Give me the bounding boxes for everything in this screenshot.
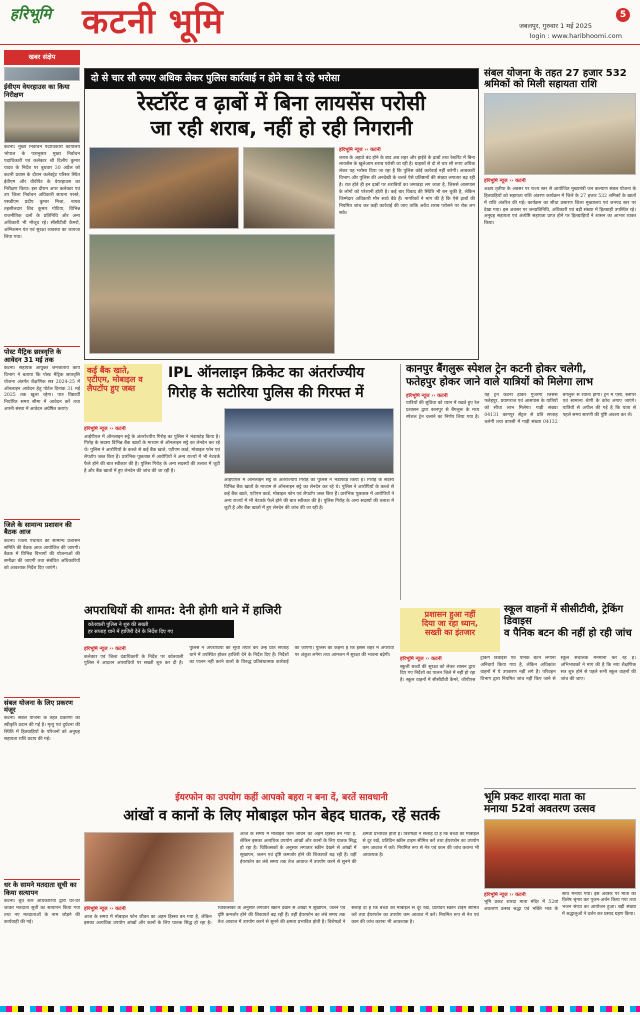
brief-headline: ईवीएम वेयरहाउस का किया निरीक्षण xyxy=(4,83,70,99)
sambal-headline-line2: श्रमिकों को मिली सहायता राशि xyxy=(484,79,597,91)
sharda-story xyxy=(484,788,636,996)
brief-item xyxy=(4,84,80,343)
admin-callout xyxy=(400,608,500,652)
crime-bullet-2: हर सप्ताह थाने में हाजिरी देने के निर्देश दिए गए xyxy=(88,629,173,636)
lead-kicker: दो से चार सौ रुपए अधिक लेकर पुलिस कार्रवाई न होने का दे रहे भरोसा xyxy=(85,69,478,89)
brief-item xyxy=(4,879,80,1015)
brief-headline: जिले के सामान्य प्रशासन की बैठक आज xyxy=(4,520,72,537)
brief-body: कटनी। मुख्य निर्वाचन पदाधिकारी कार्यालय भोपाल के पत्रानुसार मुख्य निर्वाचन पदाधिकारी एवं कलेक्टर श्री दिलीप कुमार यादव के निर्देश पर बुधवार 30 अप्रैल को कटनी प्रवास के दौरान कलेक्ट्रेट परिसर स्थित ईवीएम और वीवीपैट के वेयरहाउस का निरीक्षण किया। इस दौरान अपर कलेक्टर एवं उप जिला निर्वाचन अधिकारी साधना परस्ते, एसडीएम प्रदीप कुमार मिश्रा, नायब तहसीलदार शिव कुमार गोटिया, विभिन्न राजनीतिक दलों के प्रतिनिधि और अन्य अधिकारी भी मौजूद रहे। सीसीटीवी कैमरों, अग्निशमन यंत्र एवं सुरक्षा व्यवस्था का जायजा लिया गया। xyxy=(4,145,80,240)
sambal-dateline: हरिभूमि न्यूज ›› कटनी xyxy=(484,178,526,185)
sharda-headline-line2: मनाया 52वां अवतरण उत्सव xyxy=(484,802,596,815)
lead-photo-bottom xyxy=(89,234,335,354)
brief-body: कटनी। बूथ स्तर अधिकारियों द्वारा घर-घर जाकर मतदाता सूची का सत्यापन किया गया तथा नए मतदाताओं के नाम जोड़ने की कार्यवाही की गई। xyxy=(4,899,80,925)
lead-body-text: शराब के अहाते बंद होने के बाद अब शहर और हाईवे के ढ़ाबों तथा रेस्टॉरेंट में बिना लायसेंस के खुलेआम शराब परोसी जा रही है। ग्राहकों से दो से चार सौ रुपए अधिक लेकर यह भरोसा दिया जा रहा है कि पुलिस कोई कार्रवाई नहीं करेगी। आबकारी विभाग और पुलिस की अनदेखी के चलते ऐसे प्रतिष्ठानों की संख्या लगातार बढ़ रही है। रात होते ही इन ढ़ाबों पर शराबियों का जमावड़ा लग जाता है, जिससे आसपास के लोगों को परेशानी होती है। कई बार विवाद की स्थिति भी बन चुकी है, लेकिन जिम्मेदार अधिकारी मौन साधे बैठे हैं। नागरिकों ने मांग की है कि ऐसे ढ़ाबों की नियमित जांच कर कड़ी कार्रवाई की जाए ताकि अवैध शराब परोसने पर रोक लग सके। xyxy=(339,155,475,216)
crime-story xyxy=(84,604,394,789)
lead-body xyxy=(339,147,475,357)
mobile-body-top: आज के समय में मोबाइल फोन जीवन का अहम हिस्सा बन गया है, लेकिन इसका अत्यधिक उपयोग आंखों और कानों के लिए घातक सिद्ध हो रहा है। चिकित्सकों के अनुसार लगातार स्क्रीन देखने से आंखों में सूखापन, जलन एवं दृष्टि कमजोर होने की शिकायतें बढ़ रही हैं। वहीं ईयरफोन का लंबे समय तक तेज आवाज में उपयोग करने से सुनने की क्षमता प्रभावित होती है। विशेषज्ञों ने सलाह दी है कि बच्चों को मोबाइल से दूर रखें, प्रतिदिन स्क्रीन टाइम सीमित करें तथा ईयरफोन का उपयोग कम आवाज में करें। नियमित रूप से नेत्र एवं कान की जांच कराना भी आवश्यक है। xyxy=(240,832,479,865)
cricket-story xyxy=(84,364,394,600)
admin-callout-line3: सख्ती का इंतजार xyxy=(424,627,476,637)
sharda-body xyxy=(484,892,636,992)
brief-item xyxy=(4,697,80,877)
masthead xyxy=(0,0,640,46)
cricket-body xyxy=(84,426,220,598)
train-body xyxy=(406,393,636,593)
lead-photo-mid xyxy=(243,147,335,229)
brand-logo: हरिभूमि xyxy=(10,5,52,23)
registration-strip xyxy=(0,1006,640,1012)
brief-headline: पोस्ट मैट्रिक छात्रवृत्ति के आवेदन 31 मई तक xyxy=(4,348,62,364)
cricket-body-text: आईपीएल में ऑनलाइन सट्टे के अंतर्राज्यीय गिरोह का पुलिस ने भंडाफोड़ किया है। गिरोह के सदस्य विभिन्न बैंक खातों के माध्यम से ऑनलाइन सट्टे का लेनदेन कर रहे थे। पुलिस ने आरोपियों के कब्जे से कई बैंक खाते, एटीएम कार्ड, मोबाइल फोन एवं लैपटॉप जब्त किए हैं। प्रारंभिक पूछताछ में आरोपियों ने अन्य राज्यों में भी नेटवर्क फैले होने की बात स्वीकार की है। पुलिस गिरोह के अन्य सदस्यों की तलाश में जुटी है और बैंक खातों में हुए लेनदेन की जांच की जा रही है। xyxy=(84,434,220,474)
train-dateline: हरिभूमि न्यूज ›› कटनी xyxy=(406,392,448,399)
cricket-kicker xyxy=(84,364,162,422)
lead-dateline: हरिभूमि न्यूज ›› कटनी xyxy=(339,147,381,153)
school-vehicle-story xyxy=(504,604,636,664)
school-dateline: हरिभूमि न्यूज ›› कटनी xyxy=(400,656,442,662)
lead-story xyxy=(84,68,479,360)
brief-body: कटनी। जिला पंचायत की सामान्य प्रशासन समिति की बैठक आज आयोजित की जाएगी। बैठक में विभिन्न विभागों की योजनाओं की समीक्षा की जाएगी तथा संबंधित अधिकारियों को आवश्यक निर्देश दिए जाएंगे। xyxy=(4,538,80,572)
train-story xyxy=(400,364,636,600)
brief-photo xyxy=(4,67,80,81)
website-line: login : www.haribhoomi.com xyxy=(529,32,622,40)
cricket-headline-line1: IPL ऑनलाइन क्रिकेट का अंतर्राज्यीय xyxy=(168,365,365,381)
news-brief-column xyxy=(4,50,80,995)
cricket-body-cont: आईपीएल में ऑनलाइन सट्टे के अंतर्राज्यीय गिरोह का पुलिस ने भंडाफोड़ किया है। गिरोह के सदस्य विभिन्न बैंक खातों के माध्यम से ऑनलाइन सट्टे का लेनदेन कर रहे थे। पुलिस ने आरोपियों के कब्जे से कई बैंक खाते, एटीएम कार्ड, मोबाइल फोन एवं लैपटॉप जब्त किए हैं। प्रारंभिक पूछताछ में आरोपियों ने अन्य राज्यों में भी नेटवर्क फैले होने की बात स्वीकार की है। पुलिस गिरोह के अन्य सदस्यों की तलाश में जुटी है और बैंक खातों में हुए लेनदेन की जांच की जा रही है। xyxy=(224,478,394,511)
cricket-kicker-line1: कई बैंक खाते, xyxy=(87,366,130,375)
mobile-photo xyxy=(84,832,234,902)
cricket-kicker-line2: एटीएम, मोबाइल व xyxy=(87,374,143,384)
sharda-headline-line1: भूमि प्रकट शारदा माता का xyxy=(484,791,586,803)
sharda-photo xyxy=(484,819,636,889)
brief-item xyxy=(4,346,80,516)
crime-body-text: कलेक्टर एवं जिला दंडाधिकारी के निर्देश पर कोतवाली पुलिस ने आदतन अपराधियों पर सख्ती शुरु कर दी है। पुलिस ने अपराधियों की सूची तैयार कर उन्हें प्रति सप्ताह थाने में उपस्थित होकर हाजिरी देने के निर्देश दिए हैं। निर्देशों का पालन नहीं करने वालों के विरुद्ध प्रतिबंधात्मक कार्रवाई की जाएगी। पुलिस का कहना है कि इससे शहर में अपराधों पर अंकुश लगेगा तथा आमजन में सुरक्षा की भावना बढ़ेगी। xyxy=(84,646,394,667)
school-headline-line2: व पैनिक बटन की नहीं हो रही जांच xyxy=(504,628,632,639)
date-line: जबलपुर, गुरुवार 1 मई 2025 xyxy=(519,22,592,30)
train-headline-line1: कानपुर बैंगलुरू स्पेशल ट्रेन कटनी होकर चलेगी, xyxy=(406,363,587,375)
crime-headline: अपराधियों की शामत: देनी होगी थाने में हाजिरी xyxy=(84,603,282,617)
sambal-headline-line1: संबल योजना के तहत 27 हजार 532 xyxy=(484,68,627,79)
train-headline-line2: फतेहपुर होकर जाने वाले यात्रियों को मिलेगा लाभ xyxy=(406,375,594,388)
mobile-headline: आंखों व कानों के लिए मोबाइल फोन बेहद घातक, रहें सतर्क xyxy=(123,808,440,825)
crime-dateline: हरिभूमि न्यूज ›› कटनी xyxy=(84,646,126,652)
crime-bullets xyxy=(84,620,234,639)
edition-title: कटनी भूमि xyxy=(82,2,224,42)
sambal-photo xyxy=(484,93,636,175)
crime-body xyxy=(84,646,394,786)
brief-headline: धर के सामने मतदाता सूची का किया सत्यापन xyxy=(4,881,77,897)
cricket-kicker-line3: लैपटॉप हुए जब्त xyxy=(87,383,136,393)
mobile-story xyxy=(84,792,479,996)
page-number: 5 xyxy=(616,8,630,22)
sambal-story xyxy=(484,68,636,353)
sambal-body-text: अक्षय तृतीया के अवसर पर राज्य स्तर से आयोजित मुख्यमंत्री जन कल्याण संबल योजना के हितग्राहियों को सहायता राशि अंतरण कार्यक्रम में जिले के 27 हजार 532 श्रमिकों के खातों में राशि अंतरित की गई। कार्यक्रम का सीधा प्रसारण जिला मुख्यालय एवं जनपद स्तर पर देखा गया। इस अवसर पर जनप्रतिनिधि, अधिकारी एवं बड़ी संख्या में हितग्राही उपस्थित रहे। अनुग्रह सहायता एवं अंत्येष्टि सहायता प्राप्त होने पर हितग्राहियों ने शासन का आभार व्यक्त किया। xyxy=(484,186,636,227)
brief-body: कटनी। संबल योजना के तहत प्रकरणों की स्वीकृति प्रदान की गई है। मृत्यु एवं दुर्घटना की स्थिति में हितग्राहियों के परिजनों को अनुग्रह सहायता राशि प्रदाय की गई। xyxy=(4,716,80,743)
school-headline-line1: स्कूल वाहनों में सीसीटीवी, ट्रेकिंग डिवाइस xyxy=(504,604,624,627)
sambal-body xyxy=(484,178,636,348)
brief-image xyxy=(4,101,80,143)
school-body xyxy=(400,656,636,784)
brief-body: कटनी। सहायक आयुक्त जनजातीय कार्य विभाग ने बताया कि पोस्ट मैट्रिक छात्रवृत्ति योजना अंतर्गत शैक्षणिक सत्र 2024-25 में ऑनलाइन आवेदन हेतु पोर्टल दिनांक 31 मई 2025 तक खुला रहेगा। पात्र विद्यार्थी निर्धारित समय सीमा में आवेदन करें तथा अपनी संस्था में आवेदन अग्रेषित कराएं। xyxy=(4,365,80,413)
mobile-body xyxy=(84,906,479,994)
brief-item xyxy=(4,519,80,694)
lead-photo-left xyxy=(89,147,239,229)
lead-headline-line1: रेस्टॉरेंट व ढ़ाबों में बिना लायसेंस परोसी xyxy=(137,90,426,115)
cricket-photo xyxy=(224,408,394,474)
train-body-text: यात्रियों की सुविधा को ध्यान में रखते हुए रेल प्रशासन द्वारा कानपुर से बैंगलुरू के मध्य स्पेशल ट्रेन चलाने का निर्णय लिया गया है। यह ट्रेन कटनी होकर गुजरेगी जिससे फतेहपुर, प्रयागराज एवं आसपास के यात्रियों को सीधा लाभ मिलेगा। गाड़ी संख्या 04131 कानपुर सेंट्रल से प्रति सप्ताह चलेगी तथा वापसी में गाड़ी संख्या 04132 बैंगलुरू से रवाना होगी। ट्रेन में एसी, स्लीपर एवं सामान्य श्रेणी के कोच लगाए जाएंगे। यात्रियों से अपील की गई है कि यात्रा से पहले समय सारणी की पुष्टि अवश्य कर लें। xyxy=(406,392,636,426)
cricket-headline-line2: गिरोह के सटोरिया पुलिस की गिरफ्त में xyxy=(168,385,364,401)
sharda-dateline: हरिभूमि न्यूज ›› कटनी xyxy=(484,891,526,898)
cricket-dateline: हरिभूमि न्यूज ›› कटनी xyxy=(84,426,126,432)
brief-headline: संबल योजना के लिए प्रकरण मंजूर xyxy=(4,698,73,715)
sharda-body-text: भूमि प्रकट शारदा माता मंदिर में 52वां अवतरण उत्सव श्रद्धा एवं भक्ति भाव के साथ मनाया गया। इस अवसर पर माता का विशेष श्रृंगार कर पूजन-अर्चन किया गया तथा भजन संध्या का आयोजन हुआ। बड़ी संख्या में श्रद्धालुओं ने दर्शन कर प्रसाद ग्रहण किया। xyxy=(484,891,636,918)
mobile-body-text: आज के समय में मोबाइल फोन जीवन का अहम हिस्सा बन गया है, लेकिन इसका अत्यधिक उपयोग आंखों और कानों के लिए घातक सिद्ध हो रहा है। चिकित्सकों के अनुसार लगातार स्क्रीन देखने से आंखों में सूखापन, जलन एवं दृष्टि कमजोर होने की शिकायतें बढ़ रही हैं। वहीं ईयरफोन का लंबे समय तक तेज आवाज में उपयोग करने से सुनने की क्षमता प्रभावित होती है। विशेषज्ञों ने सलाह दी है कि बच्चों को मोबाइल से दूर रखें, प्रतिदिन स्क्रीन टाइम सीमित करें तथा ईयरफोन का उपयोग कम आवाज में करें। नियमित रूप से नेत्र एवं कान की जांच कराना भी आवश्यक है। xyxy=(84,906,479,927)
news-brief-header: खबर संक्षेप xyxy=(4,50,80,65)
admin-callout-line1: प्रशासन हुआ नहीं xyxy=(424,610,476,619)
admin-callout-line2: दिया जा रहा ध्यान, xyxy=(421,618,479,628)
lead-headline-line2: जा रही शराब, नहीं हो रही निगरानी xyxy=(150,115,413,140)
mobile-dateline: हरिभूमि न्यूज ›› कटनी xyxy=(84,906,126,912)
crime-bullet-1: कोतवाली पुलिस ने शुरु की सख्ती xyxy=(88,621,149,628)
school-body-text: स्कूली बच्चों की सुरक्षा को लेकर शासन द्वारा दिए गए निर्देशों का पालन जिले में नहीं हो रहा है। स्कूल वाहनों में सीसीटीवी कैमरे, जीपीएस ट्रेकिंग डिवाइस एवं पैनिक बटन लगाना अनिवार्य किया गया है, लेकिन अधिकांश वाहनों में ये उपकरण नहीं लगे हैं। परिवहन विभाग द्वारा नियमित जांच नहीं किए जाने से स्कूल संचालक मनमानी कर रहे हैं। अभिभावकों ने मांग की है कि नया शैक्षणिक सत्र शुरु होने से पहले सभी स्कूल वाहनों की जांच की जाए। xyxy=(400,656,636,684)
mobile-kicker: ईयरफोन का उपयोग कहीं आपको बहरा न बना दें, बरतें सावधानी xyxy=(175,793,388,803)
